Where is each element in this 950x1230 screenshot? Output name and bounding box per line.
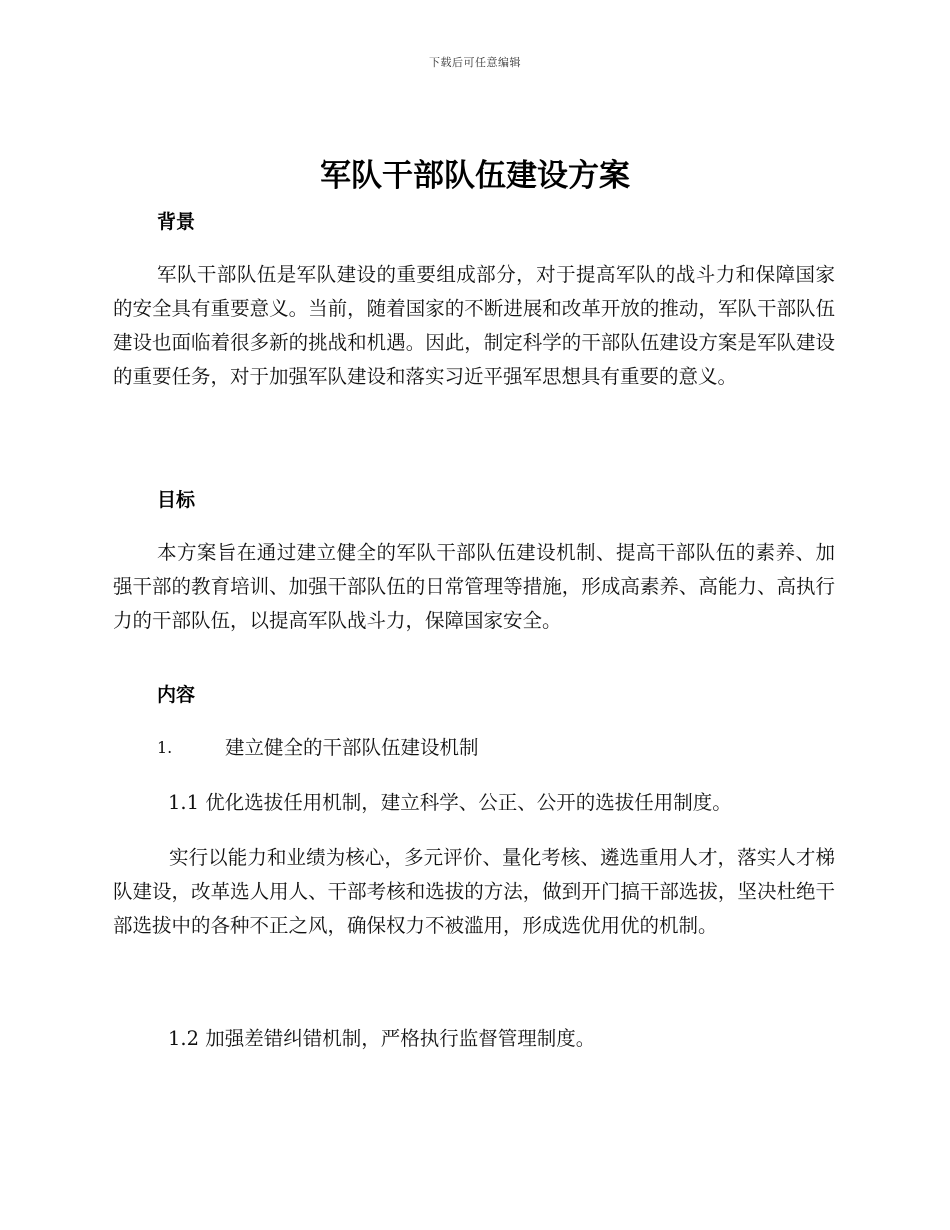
subsection-1-1-paragraph: 实行以能力和业绩为核心，多元评价、量化考核、遴选重用人才，落实人才梯队建设，改革选人用人、干部考核和选拔的方法，做到开门搞干部选拔，坚决杜绝干部选拔中的各种不正之风，确保权力不被滥用，形成选优用优的机制。 [113,846,835,937]
document-title: 军队干部队伍建设方案 [320,158,630,194]
section-heading-background: 背景 [157,211,196,233]
subsection-1-2: 1.2 加强差错纠错机制，严格执行监督管理制度。 [168,1027,596,1050]
background-paragraph: 军队干部队伍是军队建设的重要组成部分，对于提高军队的战斗力和保障国家的安全具有重要意义。当前，随着国家的不断进展和改革开放的推动，军队干部队伍建设也面临着很多新的挑战和机遇。因此，制定科学的干部队伍建设方案是军队建设的重要任务，对于加强军队建设和落实习近平强军思想具有重要的意义。 [113,263,835,388]
list-item-1 [157,731,479,765]
header-note: 下载后可任意编辑 [429,56,521,69]
section-heading-content: 内容 [157,684,196,706]
list-item-number: 1. [157,738,173,757]
section-heading-goal: 目标 [157,489,196,511]
goal-paragraph: 本方案旨在通过建立健全的军队干部队伍建设机制、提高干部队伍的素养、加强干部的教育培训、加强干部队伍的日常管理等措施，形成高素养、高能力、高执行力的干部队伍，以提高军队战斗力，保障国家安全。 [113,541,835,632]
list-item-text: 建立健全的干部队伍建设机制 [225,736,479,759]
subsection-1-1: 1.1 优化选拔任用机制，建立科学、公正、公开的选拔任用制度。 [168,791,732,814]
